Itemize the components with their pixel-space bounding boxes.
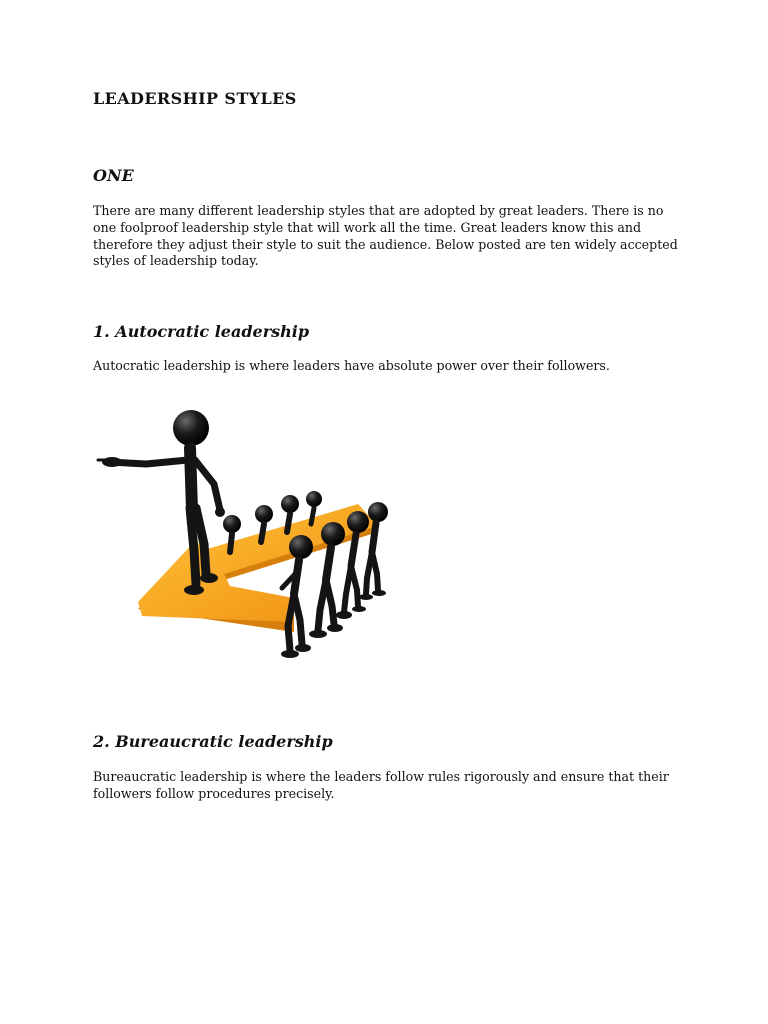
style-description-bureaucratic: Bureaucratic leadership is where the leaders follow rules rigorously and ensure that their followers follow procedures precisely.: [93, 769, 669, 801]
style-heading-autocratic: 1. Autocratic leadership: [93, 322, 310, 341]
style-heading-bureaucratic: 2. Bureaucratic leadership: [93, 732, 333, 751]
leader-figure: [98, 410, 225, 595]
intro-paragraph: There are many different leadership styles that are adopted by great leaders. There is no one foolproof leadership style that will work all the time. Great leaders know this and therefore they adjust their style to suit the audience. Below posted are ten widely accepted styles of leadership today.: [93, 203, 678, 269]
leadership-illustration: [96, 404, 396, 666]
section-heading: ONE: [93, 166, 134, 185]
document-title: LEADERSHIP STYLES: [93, 89, 297, 108]
style-description-autocratic: Autocratic leadership is where leaders have absolute power over their followers.: [93, 358, 610, 373]
